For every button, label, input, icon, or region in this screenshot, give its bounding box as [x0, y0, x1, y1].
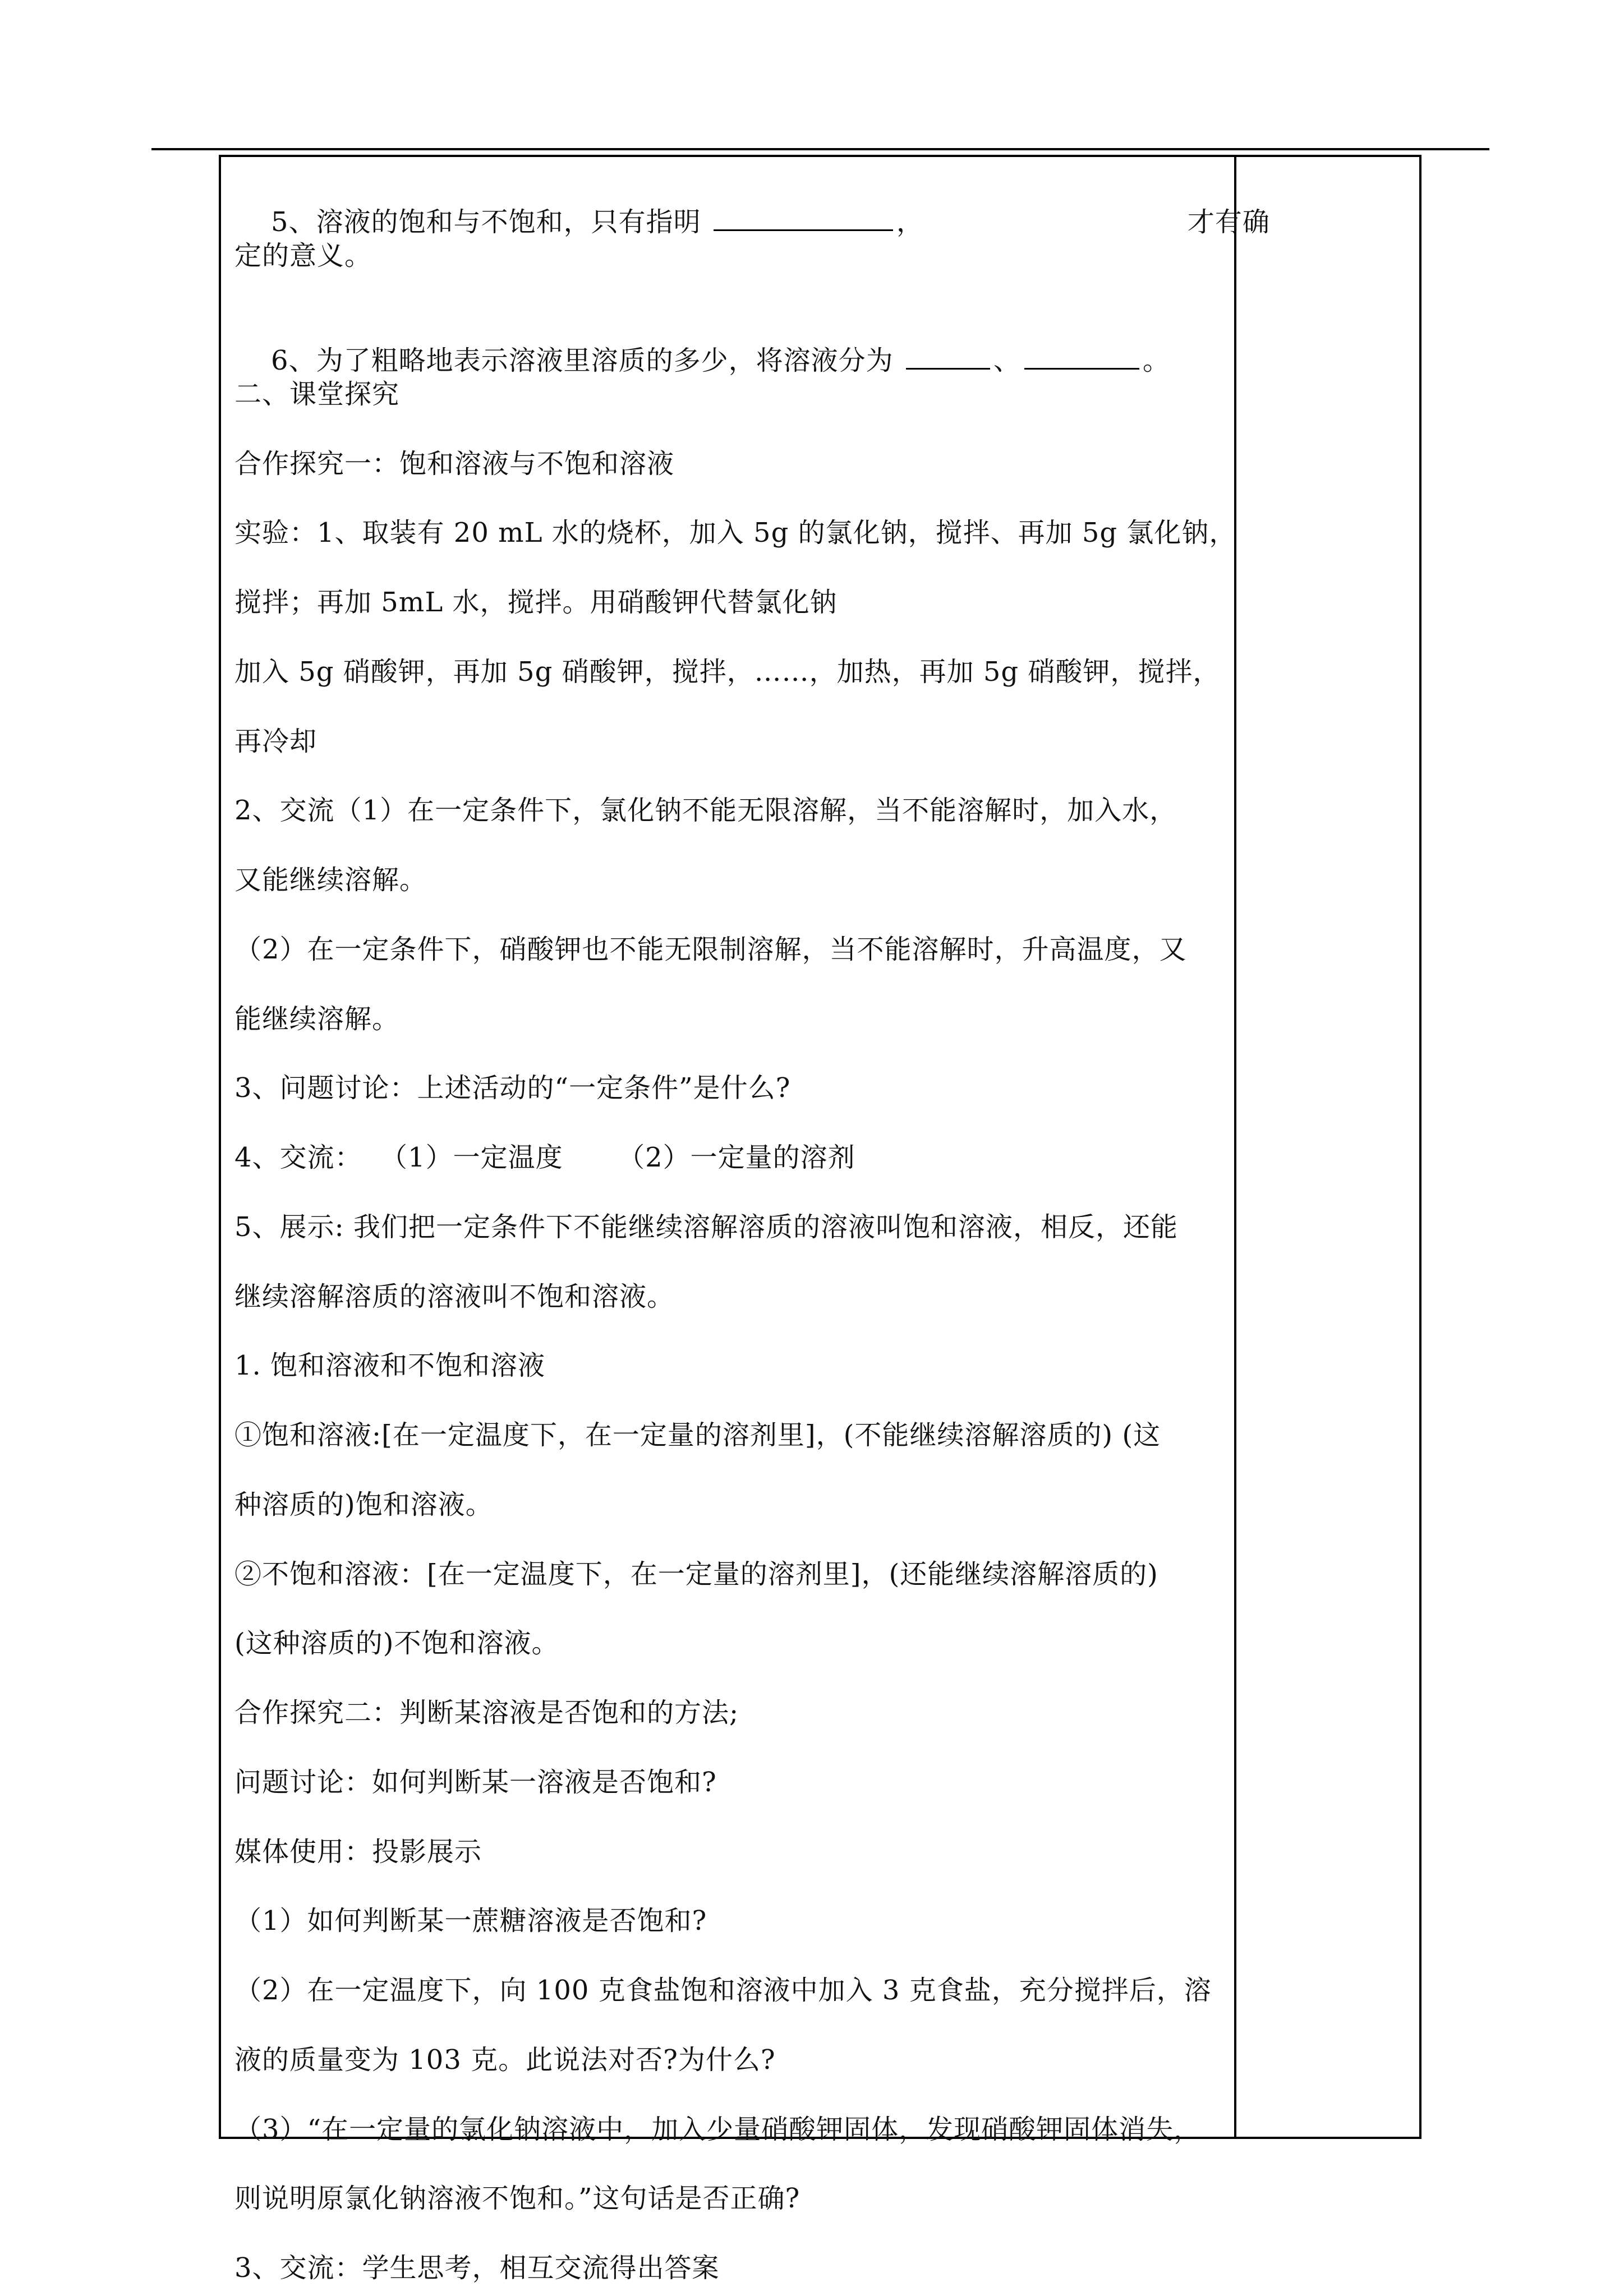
text-line: 媒体使用：投影展示 [234, 1836, 482, 1868]
text-line: 实验：1、取装有 20 mL 水的烧杯，加入 5g 的氯化钠，搅拌、再加 5g 氯化钠， [234, 517, 1237, 548]
question-5-text: 5、溶液的饱和与不饱和，只有指明 [271, 206, 710, 238]
question-6-text: 6、为了粗略地表示溶液里溶质的多少，将溶液分为 [271, 345, 903, 376]
subsection-heading: 合作探究一：饱和溶液与不饱和溶液 [234, 448, 675, 480]
text-line: 3、交流：学生思考，相互交流得出答案 [234, 2252, 720, 2284]
section-heading: 二、课堂探究 [234, 379, 400, 410]
subsection-heading: 1. 饱和溶液和不饱和溶液 [234, 1350, 546, 1381]
text-line: 3、问题讨论：上述活动的“一定条件”是什么? [234, 1072, 791, 1104]
text-line: (这种溶质的)不饱和溶液。 [234, 1628, 559, 1659]
text-line: 能继续溶解。 [234, 1003, 400, 1035]
question-5-tail: 才有确 [1187, 206, 1270, 238]
text-line: ②不饱和溶液：[在一定温度下，在一定量的溶剂里]，(还能继续溶解溶质的) [234, 1559, 1158, 1590]
text-line: 种溶质的)饱和溶液。 [234, 1489, 493, 1520]
subsection-heading: 合作探究二：判断某溶液是否饱和的方法; [234, 1697, 739, 1728]
question-6-line [234, 307, 1170, 376]
text-line: 2、交流（1）在一定条件下，氯化钠不能无限溶解，当不能溶解时，加入水， [234, 795, 1177, 826]
question-5-comma: ， [896, 206, 924, 238]
header-rule [151, 148, 1489, 150]
text-line: 继续溶解溶质的溶液叫不饱和溶液。 [234, 1281, 675, 1312]
text-line: （2）在一定条件下，硝酸钾也不能无限制溶解，当不能溶解时，升高温度，又 [234, 934, 1187, 965]
text-line: ①饱和溶液:[在一定温度下，在一定量的溶剂里]，(不能继续溶解溶质的) (这 [234, 1419, 1161, 1451]
text-line: 定的意义。 [234, 240, 372, 271]
answer-blank[interactable] [1024, 343, 1139, 370]
text-line: （2）在一定温度下，向 100 克食盐饱和溶液中加入 3 克食盐，充分搅拌后，溶 [234, 1975, 1212, 2006]
text-line: 搅拌；再加 5mL 水，搅拌。用硝酸钾代替氯化钠 [234, 587, 838, 618]
text-line: （1）如何判断某一蔗糖溶液是否饱和? [234, 1905, 707, 1937]
text-line: 4、交流： （1）一定温度 （2）一定量的溶剂 [234, 1142, 855, 1173]
text-line: 问题讨论：如何判断某一溶液是否饱和? [234, 1767, 717, 1798]
text-line: 则说明原氯化钠溶液不饱和。”这句话是否正确? [234, 2183, 801, 2214]
text-line: 液的质量变为 103 克。此说法对否?为什么? [234, 2044, 776, 2076]
text-line: （3）“在一定量的氯化钠溶液中，加入少量硝酸钾固体，发现硝酸钾固体消失， [234, 2114, 1202, 2145]
answer-blank[interactable] [906, 343, 990, 370]
text-line: 再冷却 [234, 726, 318, 757]
text-line: 加入 5g 硝酸钾，再加 5g 硝酸钾，搅拌，……，加热，再加 5g 硝酸钾，搅拌， [234, 656, 1221, 688]
question-6-end: 。 [1142, 345, 1170, 376]
question-6-separator: 、 [993, 345, 1021, 376]
text-line: 又能继续溶解。 [234, 864, 427, 896]
question-5-line [234, 168, 1270, 238]
answer-blank[interactable] [714, 205, 893, 231]
text-line: 5、展示: 我们把一定条件下不能继续溶解溶质的溶液叫饱和溶液，相反，还能 [234, 1211, 1178, 1243]
table-column-divider [1234, 155, 1236, 2139]
